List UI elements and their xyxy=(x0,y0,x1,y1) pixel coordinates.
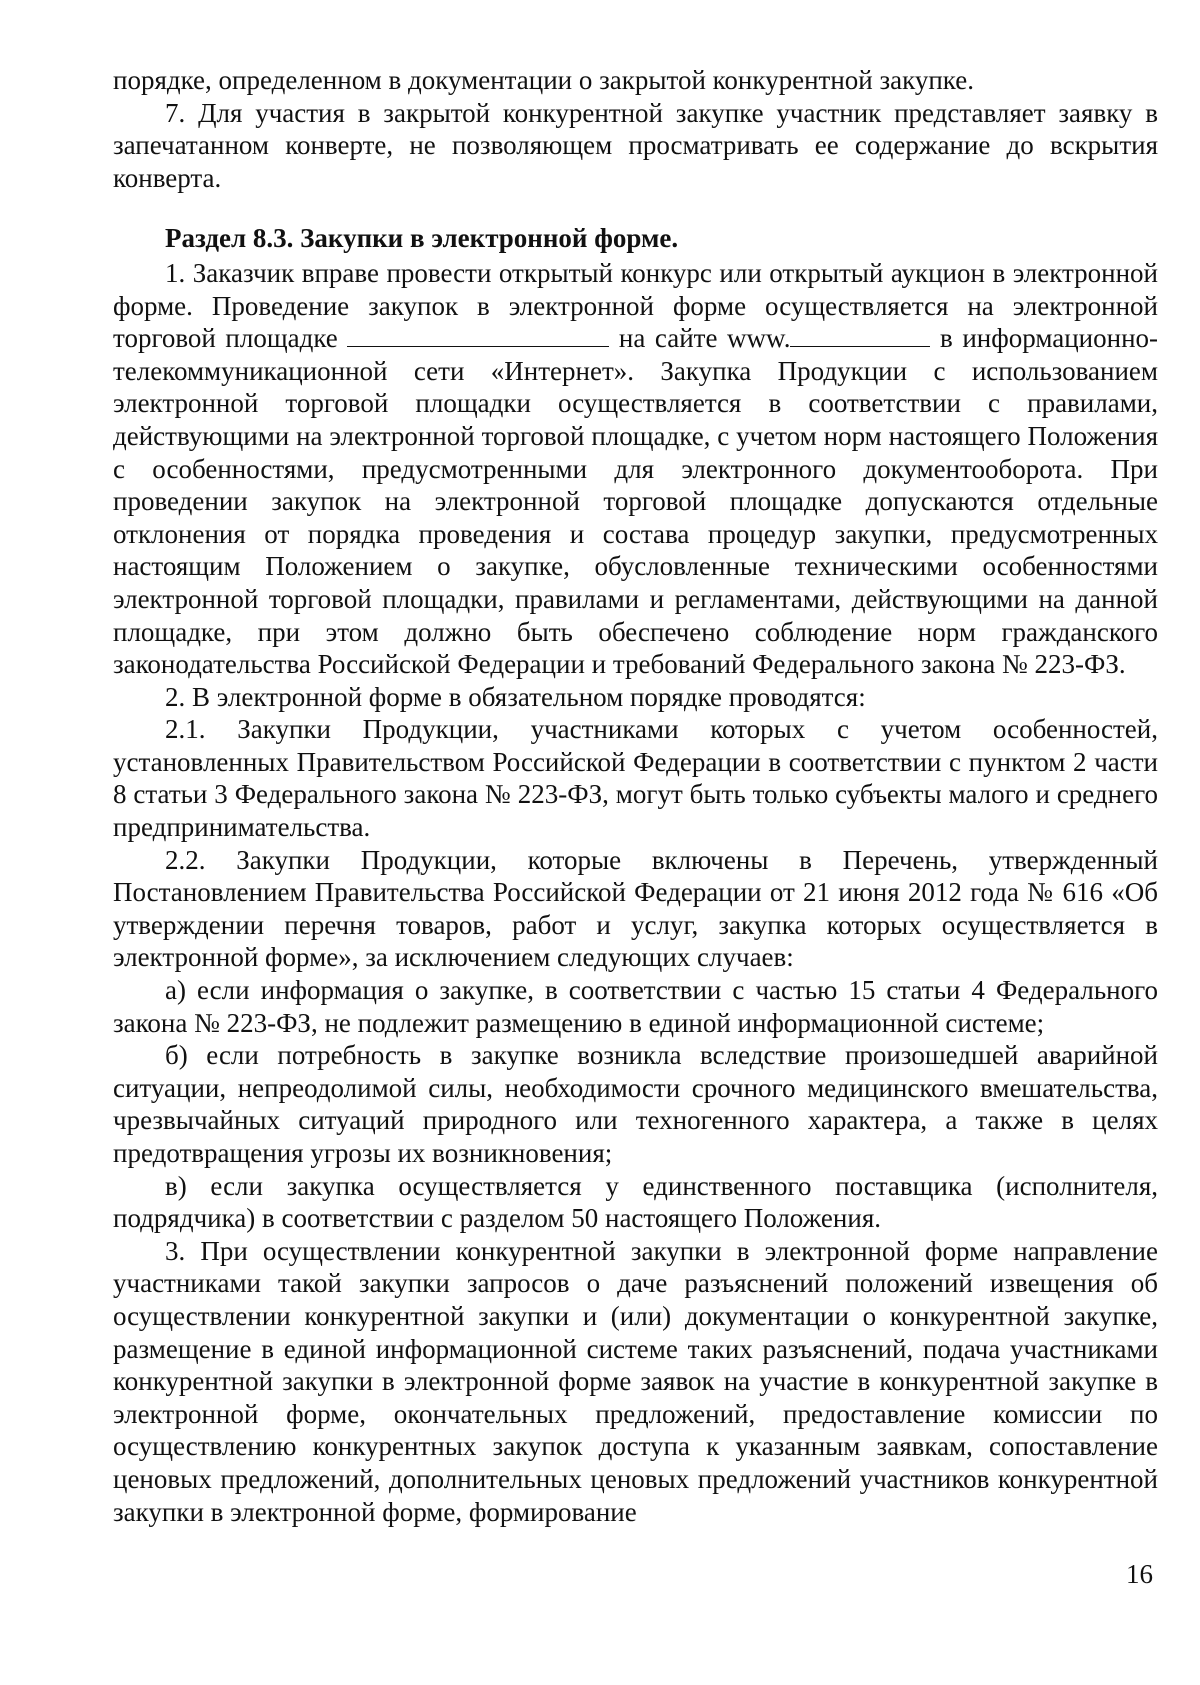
section-heading: Раздел 8.3. Закупки в электронной форме. xyxy=(165,223,679,254)
paragraph-subitem-b: б) если потребность в закупке возникла вследствие произошедшей аварийной ситуации, непреодолимой силы, необходимости срочного медицинского вмешательства, чрезвычайных ситуаций природного или техногенного характера, а также в целях предотвращения угрозы их возникновения; xyxy=(113,1040,1158,1168)
paragraph-item-3: 3. При осуществлении конкурентной закупки в электронной форме направление участниками такой закупки запросов о даче разъяснений положений извещения об осуществлении конкурентной закупки и (или) документации о конкурентной закупке, размещение в единой информационной системе таких разъяснений, подача участниками конкурентной закупки в электронной форме заявок на участие в конкурентной закупке в электронной форме, окончательных предложений, предоставление комиссии по осуществлению конкурентных закупок доступа к указанным заявкам, сопоставление ценовых предложений, дополнительных ценовых предложений участников конкурентной закупки в электронной форме, формирование xyxy=(113,1235,1158,1527)
paragraph-item-2-1: 2.1. Закупки Продукции, участниками которых с учетом особенностей, установленных Правительством Российской Федерации в соответствии с пунктом 2 части 8 статьи 3 Федерального закона № 223-ФЗ, могут быть только субъекты малого и среднего предпринимательства. xyxy=(113,714,1158,843)
paragraph-item-7: 7. Для участия в закрытой конкурентной закупке участник представляет заявку в запечатанном конверте, не позволяющем просматривать ее содержание до вскрытия конверта. xyxy=(113,97,1158,193)
paragraph-subitem-a: а) если информация о закупке, в соответствии с частью 15 статьи 4 Федерального закона № 223-ФЗ, не подлежит размещению в единой информационной системе; xyxy=(113,975,1158,1038)
paragraph-continuation: порядке, определенном в документации о закрытой конкурентной закупке. xyxy=(113,65,974,95)
blank-platform-name xyxy=(347,324,609,347)
paragraph-item-1-part3: в информационно-телекоммуникационной сети «Интернет». Закупка Продукции с использованием электронной торговой площадки осуществляется в соответствии с правилами, действующими на электронной торговой площадке, с учетом норм настоящего Положения с особенностями, предусмотренными для электронного документооборота. При проведении закупок на электронной торговой площадке допускаются отдельные отклонения от порядка проведения и состава процедур закупки, предусмотренных настоящим Положением о закупке, обусловленные техническими особенностями электронной торговой площадки, правилами и регламентами, действующими на данной площадке, при этом должно быть обеспечено соблюдение норм гражданского законодательства Российской Федерации и требований Федерального закона № 223-ФЗ. xyxy=(113,323,1159,680)
document-body xyxy=(113,64,1158,1528)
paragraph-item-1 xyxy=(113,257,1158,681)
paragraph-subitem-v: в) если закупка осуществляется у единственного поставщика (исполнителя, подрядчика) в соответствии с разделом 50 настоящего Положения. xyxy=(113,1170,1158,1234)
blank-website xyxy=(790,324,930,347)
page-number: 16 xyxy=(1126,1559,1153,1589)
paragraph-item-2: 2. В электронной форме в обязательном порядке проводятся: xyxy=(165,681,866,712)
paragraph-item-1-part1: 1. Заказчик вправе провести открытый конкурс или открытый аукцион в электронной форме. Проведение закупок в электронной форме осуществляется на электронной торговой площадке xyxy=(113,257,1158,354)
paragraph-item-1-part2: на сайте www. xyxy=(618,323,791,354)
paragraph-item-2-2: 2.2. Закупки Продукции, которые включены в Перечень, утвержденный Постановлением Правительства Российской Федерации от 21 июня 2012 года № 616 «Об утверждении перечня товаров, работ и услуг, закупка которых осуществляется в электронной форме», за исключением следующих случаев: xyxy=(113,844,1158,973)
